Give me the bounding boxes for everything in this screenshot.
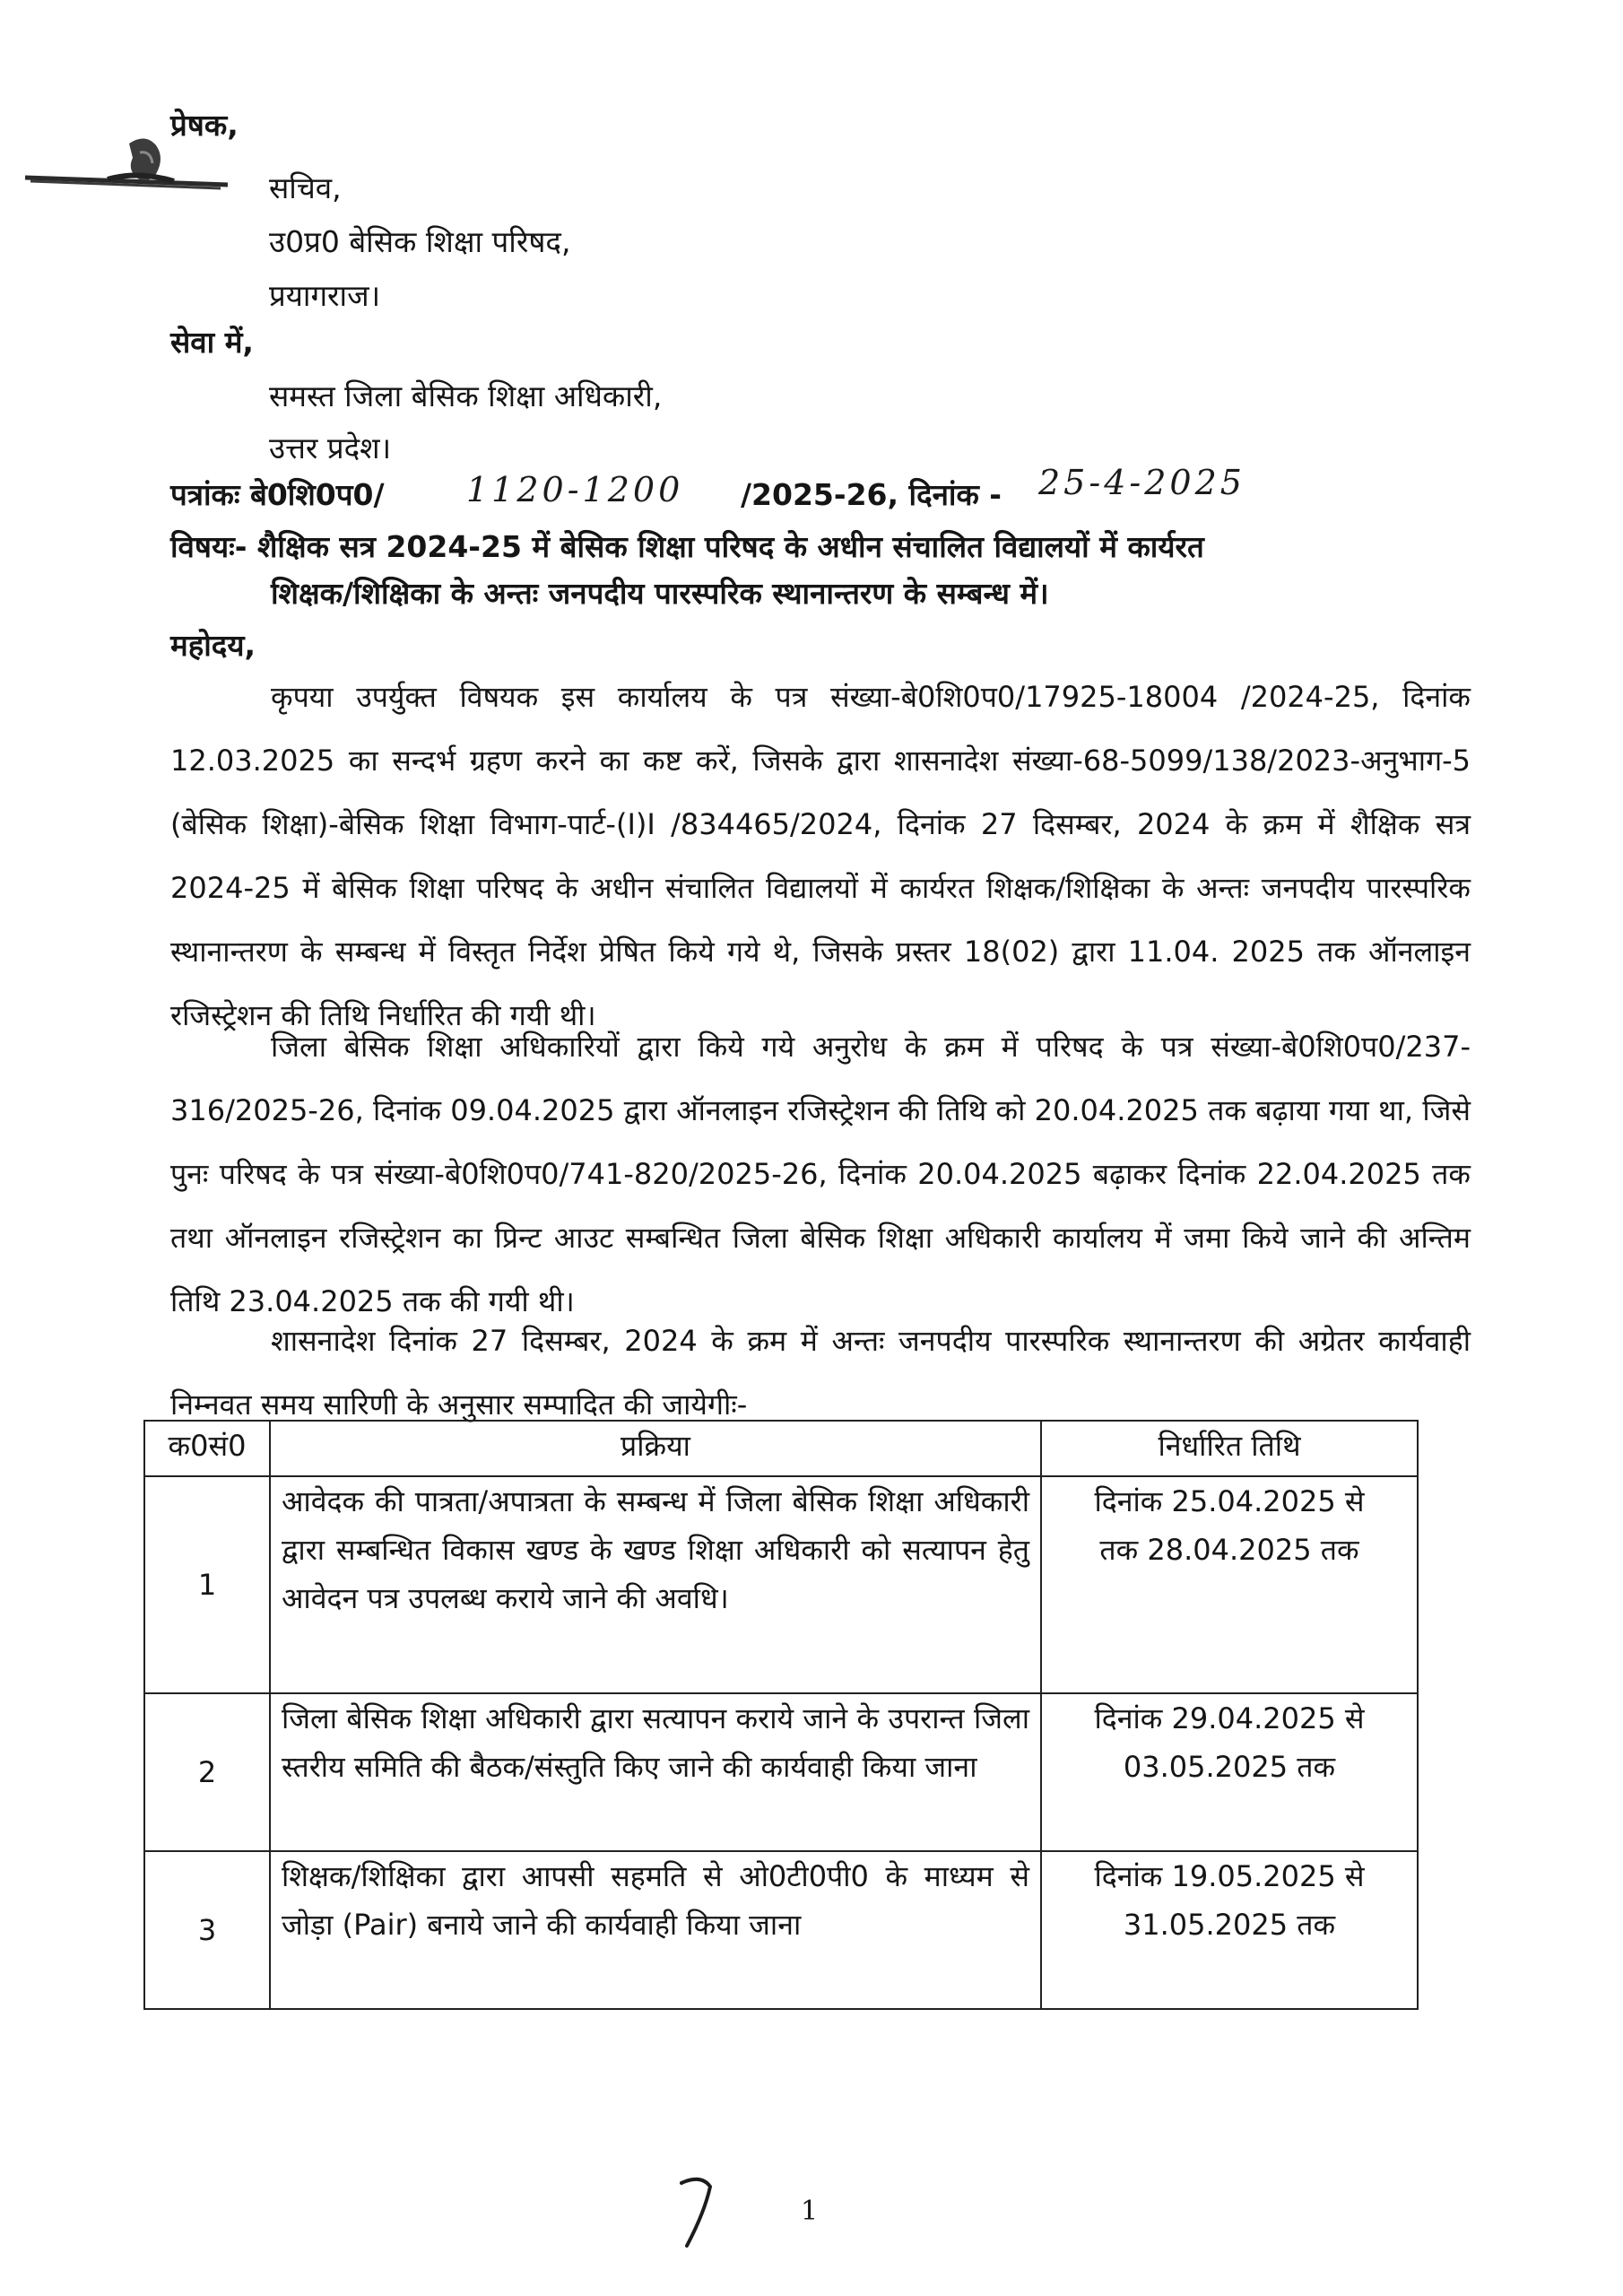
subject-line: विषयः- शैक्षिक सत्र 2024-25 में बेसिक शिक्षा परिषद के अधीन संचालित विद्यालयों में कार्यरत [170,529,1204,564]
date-cell [1041,1693,1418,1851]
handwritten-number: 1120-1200 [466,470,684,509]
table-header-row [144,1421,1418,1476]
date-cell [1041,1476,1418,1693]
recipient-label: सेवा में, [170,325,254,360]
body-paragraph: जिला बेसिक शिक्षा अधिकारियों द्वारा किये गये अनुरोध के क्रम में परिषद के पत्र संख्या-बे0शि0प0/237-316/2025-26, दिनांक 09.04.2025 द्वारा ऑनलाइन रजिस्ट्रेशन की तिथि को 20.04.2025 तक बढ़ाया गया था, जिसे पुनः परिषद के पत्र संख्या-बे0शि0प0/741-820/2025-26, दिनांक 20.04.2025 बढ़ाकर दिनांक 22.04.2025 तक तथा ऑनलाइन रजिस्ट्रेशन का प्रिन्ट आउट सम्बन्धित जिला बेसिक शिक्षा अधिकारी कार्यालय में जमा किये जाने की अन्तिम तिथि 23.04.2025 तक की गयी थी। [170,1030,1471,1318]
column-header-process: प्रक्रिया [270,1421,1041,1476]
date-line: दिनांक 19.05.2025 से [1094,1859,1365,1893]
serial-cell: 3 [144,1851,270,2009]
date-cell [1041,1851,1418,2009]
recipient-line: उत्तर प्रदेश। [269,430,392,465]
sender-line: प्रयागराज। [269,278,381,313]
sender-line: सचिव, [269,170,342,205]
subject-line: शिक्षक/शिक्षिका के अन्तः जनपदीय पारस्परिक स्थानान्तरण के सम्बन्ध में। [271,576,1049,611]
reference-prefix: पत्रांकः बे0शि0प0/ [170,477,385,512]
handwritten-initial-icon [674,2170,728,2251]
schedule-table [143,1420,1419,2010]
date-line: 31.05.2025 तक [1123,1908,1336,1942]
salutation: महोदय, [170,628,256,663]
table-row [144,1476,1418,1693]
serial-cell: 1 [144,1476,270,1693]
body-paragraph: शासनादेश दिनांक 27 दिसम्बर, 2024 के क्रम में अन्तः जनपदीय पारस्परिक स्थानान्तरण की अग्रेतर कार्यवाही निम्नवत समय सारिणी के अनुसार सम्पादित की जायेगीः- [170,1324,1471,1422]
recipient-line: समस्त जिला बेसिक शिक्षा अधिकारी, [269,378,663,413]
process-cell: जिला बेसिक शिक्षा अधिकारी द्वारा सत्यापन कराये जाने के उपरान्त जिला स्तरीय समिति की बैठक/संस्तुति किए जाने की कार्यवाही किया जाना [270,1693,1041,1851]
column-header-serial: क0सं0 [144,1421,270,1476]
process-cell: आवेदक की पात्रता/अपात्रता के सम्बन्ध में जिला बेसिक शिक्षा अधिकारी द्वारा सम्बन्धित विकास खण्ड के खण्ड शिक्षा अधिकारी को सत्यापन हेतु आवेदन पत्र उपलब्ध कराये जाने की अवधि। [270,1476,1041,1693]
date-line: तक 28.04.2025 तक [1099,1533,1359,1567]
page-number: 1 [801,2196,819,2227]
date-line: दिनांक 25.04.2025 से [1094,1484,1365,1518]
body-paragraph: कृपया उपर्युक्त विषयक इस कार्यालय के पत्र संख्या-बे0शि0प0/17925-18004 /2024-25, दिनांक 12.03.2025 का सन्दर्भ ग्रहण करने का कष्ट करें, जिसके द्वारा शासनादेश संख्या-68-5099/138/2023-अनुभाग-5 (बेसिक शिक्षा)-बेसिक शिक्षा विभाग-पार्ट-(I)I /834465/2024, दिनांक 27 दिसम्बर, 2024 के क्रम में शैक्षिक सत्र 2024-25 में बेसिक शिक्षा परिषद के अधीन संचालित विद्यालयों में कार्यरत शिक्षक/शिक्षिका के अन्तः जनपदीय पारस्परिक स्थानान्तरण के सम्बन्ध में विस्तृत निर्देश प्रेषित किये गये थे, जिसके प्रस्तर 18(02) द्वारा 11.04. 2025 तक ऑनलाइन रजिस्ट्रेशन की तिथि निर्धारित की गयी थी। [170,680,1471,1032]
serial-cell: 2 [144,1693,270,1851]
date-line: 03.05.2025 तक [1123,1750,1336,1784]
column-header-date: निर्धारित तिथि [1041,1421,1418,1476]
sender-line: उ0प्र0 बेसिक शिक्षा परिषद, [269,224,571,259]
reference-middle: /2025-26, दिनांक - [741,477,1002,512]
table-row [144,1693,1418,1851]
table-row [144,1851,1418,2009]
sender-label: प्रेषक, [170,108,239,143]
process-cell: शिक्षक/शिक्षिका द्वारा आपसी सहमति से ओ0टी0पी0 के माध्यम से जोड़ा (Pair) बनाये जाने की कार्यवाही किया जाना [270,1851,1041,2009]
handwritten-date: 25-4-2025 [1038,463,1245,502]
date-line: दिनांक 29.04.2025 से [1094,1701,1365,1735]
